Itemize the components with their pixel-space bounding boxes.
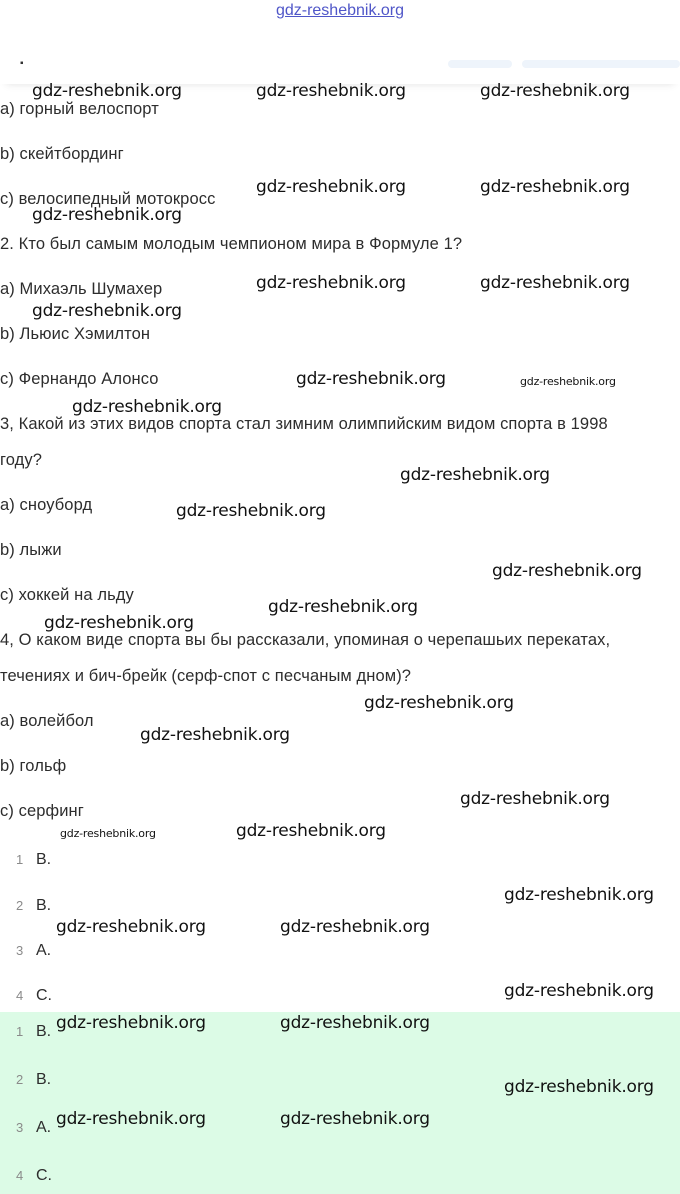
answer-number: 2 xyxy=(16,1072,24,1087)
answer-number: 4 xyxy=(16,988,24,1003)
question-line: течениях и бич-брейк (серф-спот с песчаным дном)? xyxy=(0,667,412,685)
watermark: gdz-reshebnik.org xyxy=(280,1109,430,1129)
answer-value: A. xyxy=(36,942,52,959)
watermark: gdz-reshebnik.org xyxy=(280,917,430,937)
watermark: gdz-reshebnik.org xyxy=(480,273,630,293)
watermark: gdz-reshebnik.org xyxy=(32,301,182,321)
option-line: b) Льюис Хэмилтон xyxy=(0,325,151,343)
top-bar xyxy=(0,38,680,84)
question-line: 3, Какой из этих видов спорта стал зимним олимпийским видом спорта в 1998 xyxy=(0,415,608,433)
watermark: gdz-reshebnik.org xyxy=(520,375,616,388)
watermark: gdz-reshebnik.org xyxy=(296,369,446,389)
question-line: 4, О каком виде спорта вы бы рассказали, упоминая о черепашьих перекатах, xyxy=(0,631,611,649)
option-line: c) Фернандо Алонсо xyxy=(0,370,159,388)
watermark: gdz-reshebnik.org xyxy=(32,81,182,101)
toolbar-placeholder xyxy=(448,60,512,68)
option-line: b) гольф xyxy=(0,757,67,775)
answer-row xyxy=(0,1166,680,1186)
question-line: году? xyxy=(0,451,43,469)
watermark: gdz-reshebnik.org xyxy=(176,501,326,521)
menu-marker-icon: ▪ xyxy=(20,58,24,69)
answer-value: C. xyxy=(36,1167,52,1184)
watermark: gdz-reshebnik.org xyxy=(72,397,222,417)
answer-row xyxy=(0,941,680,961)
answer-value: B. xyxy=(36,1071,52,1088)
watermark: gdz-reshebnik.org xyxy=(504,1077,654,1097)
answer-number: 1 xyxy=(16,852,24,867)
question-line: 2. Кто был самым молодым чемпионом мира в Формуле 1? xyxy=(0,235,463,253)
watermark: gdz-reshebnik.org xyxy=(236,821,386,841)
watermark: gdz-reshebnik.org xyxy=(460,789,610,809)
option-line: b) лыжи xyxy=(0,541,62,559)
answer-number: 1 xyxy=(16,1024,24,1039)
watermark: gdz-reshebnik.org xyxy=(140,725,290,745)
watermark: gdz-reshebnik.org xyxy=(480,81,630,101)
watermark: gdz-reshebnik.org xyxy=(268,597,418,617)
answer-value: B. xyxy=(36,851,52,868)
watermark: gdz-reshebnik.org xyxy=(480,177,630,197)
watermark: gdz-reshebnik.org xyxy=(504,981,654,1001)
watermark: gdz-reshebnik.org xyxy=(280,1013,430,1033)
watermark: gdz-reshebnik.org xyxy=(44,613,194,633)
watermark: gdz-reshebnik.org xyxy=(256,273,406,293)
answer-row xyxy=(0,850,680,870)
option-line: b) скейтбординг xyxy=(0,145,124,163)
watermark: gdz-reshebnik.org xyxy=(56,1109,206,1129)
answer-number: 3 xyxy=(16,1120,24,1135)
option-line: c) велосипедный мотокросс xyxy=(0,190,216,208)
watermark: gdz-reshebnik.org xyxy=(56,917,206,937)
watermark: gdz-reshebnik.org xyxy=(256,81,406,101)
site-link[interactable]: gdz-reshebnik.org xyxy=(275,2,405,19)
toolbar-placeholder xyxy=(522,60,680,68)
answer-value: B. xyxy=(36,897,52,914)
watermark: gdz-reshebnik.org xyxy=(492,561,642,581)
answer-number: 3 xyxy=(16,943,24,958)
option-line: а) горный велоспорт xyxy=(0,100,159,118)
option-line: а) Михаэль Шумахер xyxy=(0,280,163,298)
watermark: gdz-reshebnik.org xyxy=(364,693,514,713)
watermark: gdz-reshebnik.org xyxy=(256,177,406,197)
option-line: c) хоккей на льду xyxy=(0,586,134,604)
answer-value: A. xyxy=(36,1119,52,1136)
answer-value: C. xyxy=(36,987,52,1004)
watermark: gdz-reshebnik.org xyxy=(32,205,182,225)
option-line: c) серфинг xyxy=(0,802,84,820)
answer-value: B. xyxy=(36,1023,52,1040)
watermark: gdz-reshebnik.org xyxy=(56,1013,206,1033)
option-line: а) волейбол xyxy=(0,712,94,730)
answer-number: 4 xyxy=(16,1168,24,1183)
answer-number: 2 xyxy=(16,898,24,913)
watermark: gdz-reshebnik.org xyxy=(400,465,550,485)
watermark: gdz-reshebnik.org xyxy=(504,885,654,905)
option-line: а) сноуборд xyxy=(0,496,93,514)
watermark: gdz-reshebnik.org xyxy=(60,827,156,840)
